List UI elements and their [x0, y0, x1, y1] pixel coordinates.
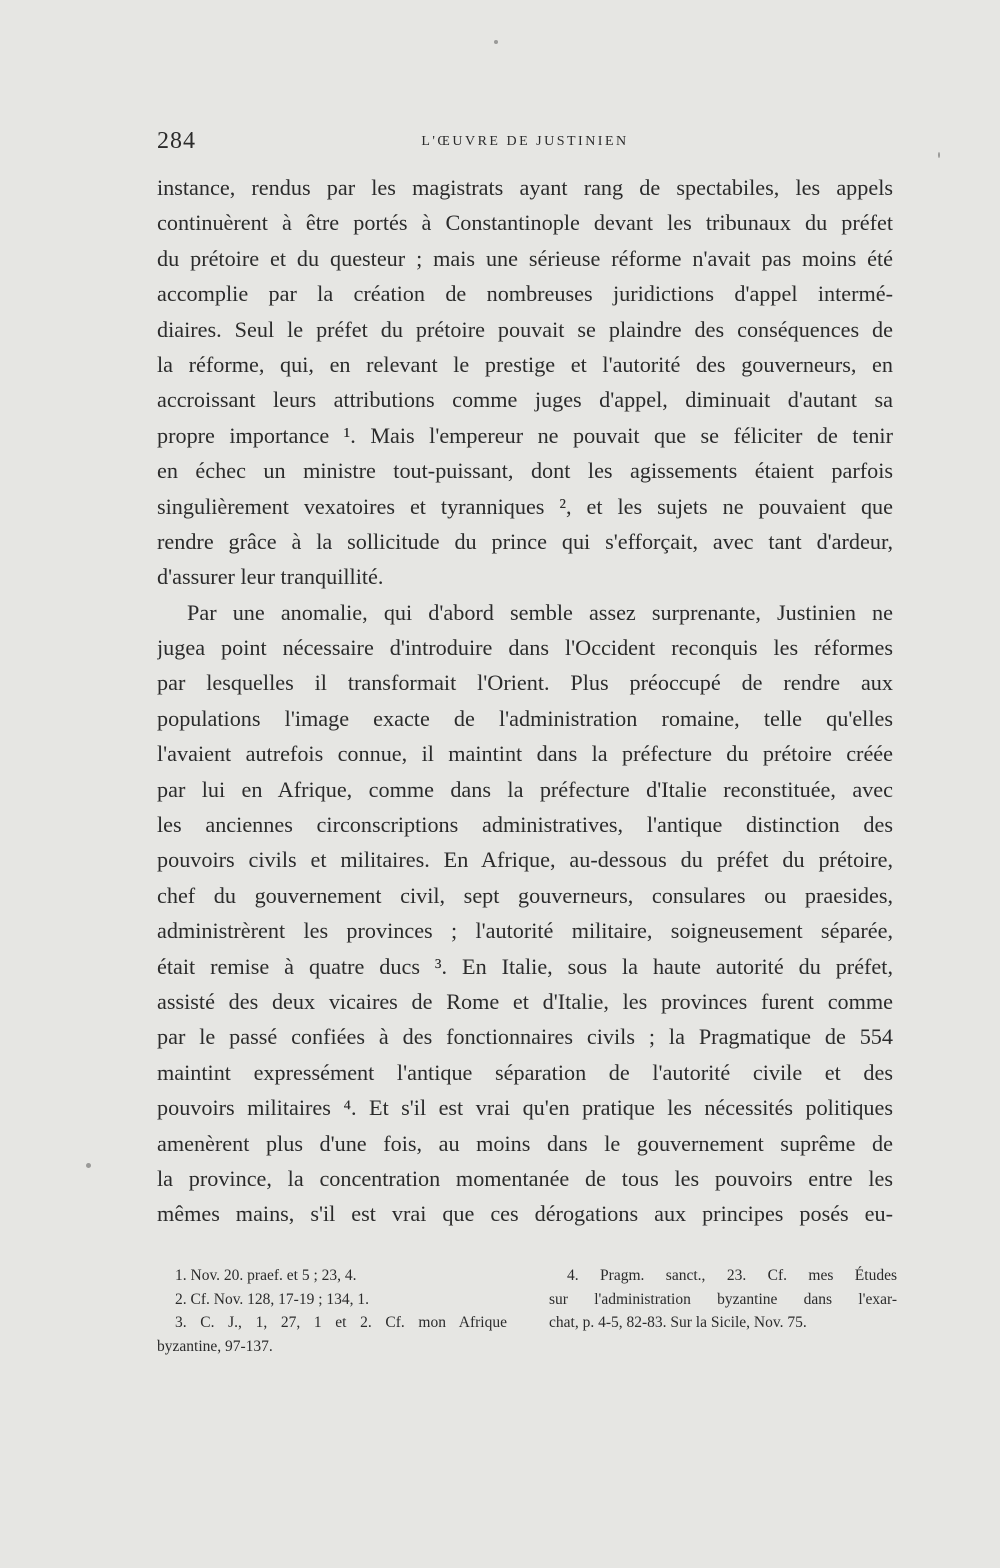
text-line: administrèrent les provinces ; l'autorité militaire, soigneusement séparée,: [157, 918, 893, 944]
footnote-line: byzantine, 97-137.: [157, 1337, 273, 1355]
body-text: [157, 170, 893, 1232]
footnote-line: 3. C. J., 1, 27, 1 et 2. Cf. mon Afrique: [175, 1314, 507, 1331]
footnote-line: chat, p. 4-5, 82-83. Sur la Sicile, Nov. 75.: [549, 1314, 807, 1331]
text-line: maintint expressément l'antique séparation de l'autorité civile et des: [157, 1059, 893, 1085]
text-line: singulièrement vexatoires et tyranniques ², et les sujets ne pouvaient que: [157, 493, 893, 519]
text-line: rendre grâce à la sollicitude du prince qui s'efforçait, avec tant d'ardeur,: [157, 528, 893, 554]
page-header: [157, 128, 893, 160]
footnote-line: sur l'administration byzantine dans l'exar-: [549, 1290, 897, 1308]
text-line: diaires. Seul le préfet du prétoire pouvait se plaindre des conséquences de: [157, 316, 893, 342]
footnotes-right-column: [549, 1264, 897, 1335]
text-line: accomplie par la création de nombreuses juridictions d'appel intermé-: [157, 281, 893, 307]
text-line: assisté des deux vicaires de Rome et d'Italie, les provinces furent comme: [157, 988, 893, 1014]
text-line: amenèrent plus d'une fois, au moins dans le gouvernement suprême de: [157, 1130, 893, 1156]
text-line: chef du gouvernement civil, sept gouverneurs, consulares ou praesides,: [157, 882, 893, 908]
text-line: jugea point nécessaire d'introduire dans l'Occident reconquis les réformes: [157, 635, 893, 661]
text-line: par lui en Afrique, comme dans la préfecture d'Italie reconstituée, avec: [157, 776, 893, 802]
text-line: d'assurer leur tranquillité.: [157, 564, 384, 590]
text-line: accroissant leurs attributions comme juges d'appel, diminuait d'autant sa: [157, 387, 893, 413]
text-line: instance, rendus par les magistrats ayant rang de spectabiles, les appels: [157, 175, 893, 200]
text-line: la réforme, qui, en relevant le prestige et l'autorité des gouverneurs, en: [157, 351, 893, 377]
footnotes-left-column: [157, 1264, 507, 1358]
text-line: continuèrent à être portés à Constantinople devant les tribunaux du préfet: [157, 210, 893, 236]
paper-speck: [938, 152, 940, 158]
text-line: par le passé confiées à des fonctionnaires civils ; la Pragmatique de 554: [157, 1024, 893, 1050]
text-line: par lesquelles il transformait l'Orient. Plus préoccupé de rendre aux: [157, 670, 893, 696]
text-line: pouvoirs militaires ⁴. Et s'il est vrai qu'en pratique les nécessités politiques: [157, 1095, 893, 1121]
text-line: les anciennes circonscriptions administratives, l'antique distinction des: [157, 812, 893, 838]
text-line: en échec un ministre tout-puissant, dont les agissements étaient parfois: [157, 458, 893, 484]
running-title: L'ŒUVRE DE JUSTINIEN: [421, 134, 629, 149]
text-line: Par une anomalie, qui d'abord semble assez surprenante, Justinien ne: [187, 599, 893, 625]
footnote-line: 4. Pragm. sanct., 23. Cf. mes Études: [567, 1267, 897, 1284]
footnote-line: 2. Cf. Nov. 128, 17-19 ; 134, 1.: [175, 1290, 370, 1308]
text-line: mêmes mains, s'il est vrai que ces dérogations aux principes posés eu-: [157, 1201, 893, 1227]
text-line: l'avaient autrefois connue, il maintint dans la préfecture du prétoire créée: [157, 741, 893, 767]
text-line: la province, la concentration momentanée de tous les pouvoirs entre les: [157, 1165, 893, 1191]
paper-speck: [86, 1163, 91, 1168]
text-line: était remise à quatre ducs ³. En Italie, sous la haute autorité du préfet,: [157, 953, 893, 979]
text-line: du prétoire et du questeur ; mais une sérieuse réforme n'avait pas moins été: [157, 245, 893, 271]
text-line: propre importance ¹. Mais l'empereur ne pouvait que se féliciter de tenir: [157, 422, 893, 448]
text-line: populations l'image exacte de l'administration romaine, telle qu'elles: [157, 705, 893, 731]
text-line: pouvoirs civils et militaires. En Afrique, au-dessous du préfet du prétoire,: [157, 847, 893, 873]
page-number: 284: [157, 128, 196, 154]
footnote-line: 1. Nov. 20. praef. et 5 ; 23, 4.: [175, 1267, 357, 1284]
paper-speck: [494, 40, 498, 44]
